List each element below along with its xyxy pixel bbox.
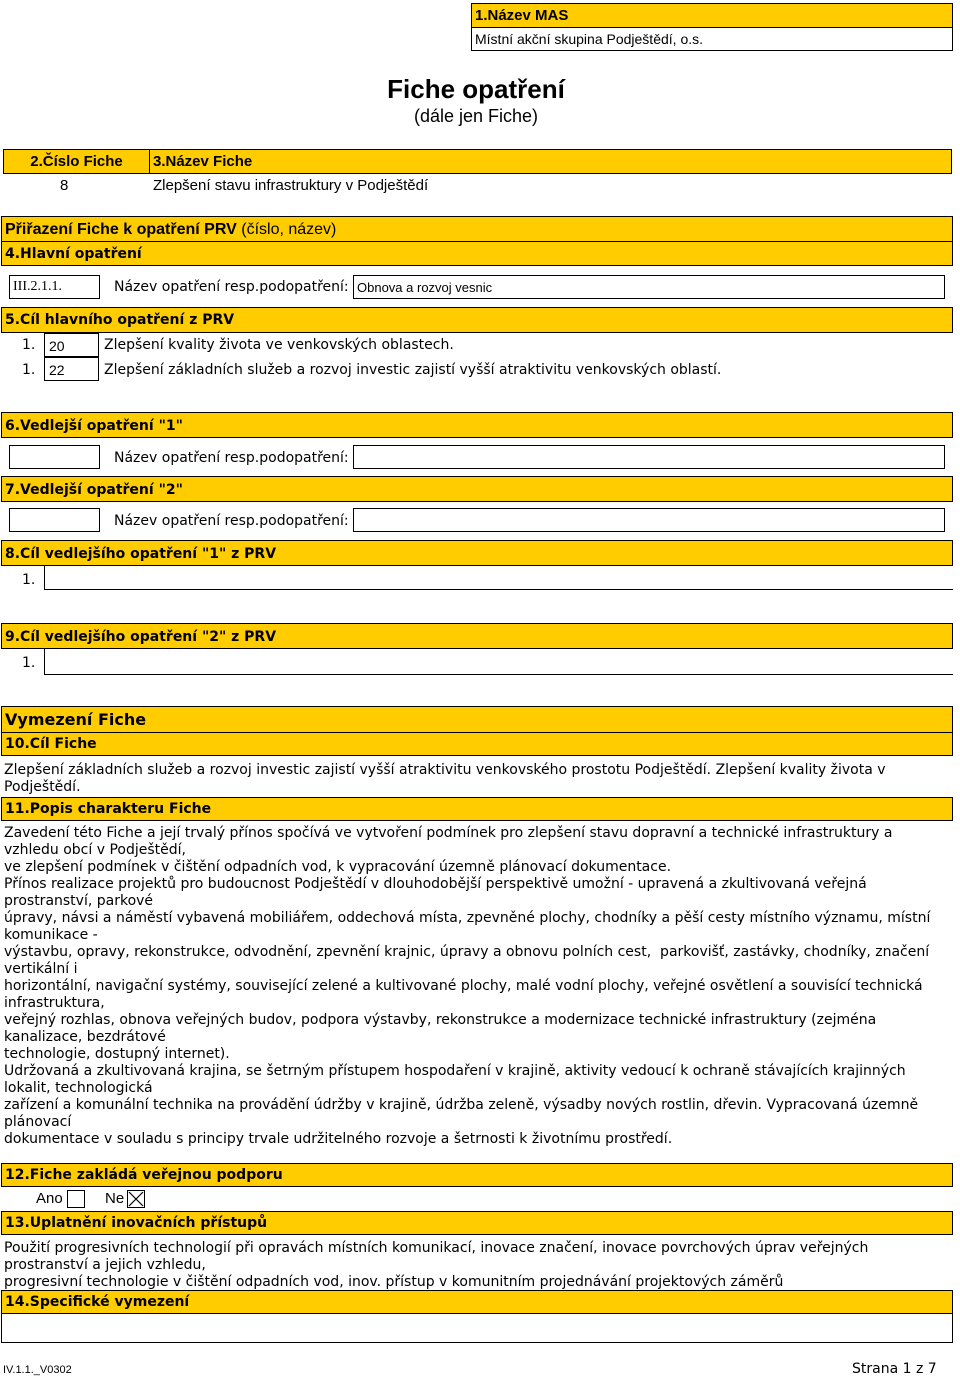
innovation-text xyxy=(4,1240,952,1291)
innovation-text-line: prostranství a jejich vzhledu, xyxy=(4,1257,206,1273)
character-text-line: horizontální, navigační systémy, související zelené a kultivované plochy, malé vodní plochy, veřejné osvětlení a souvisící technická xyxy=(4,978,923,994)
character-text-line: vzhledu obcí v Podještědí, xyxy=(4,842,186,858)
character-text-line: technologie, dostupný internet). xyxy=(4,1046,230,1062)
main-goal-item-1-num: 1. xyxy=(22,337,36,353)
mas-name-field: Místní akční skupina Podještědí, o.s. xyxy=(471,27,953,51)
main-goal-item-2-code: 22 xyxy=(44,357,99,381)
main-goal-item-1-code: 20 xyxy=(44,333,99,357)
character-text-line: Přínos realizace projektů pro budoucnost Podještědí v dlouhodobější perspektivě umožní - upravená a zkultivovaná veřejná xyxy=(4,876,867,892)
character-text-line: vertikální i xyxy=(4,961,78,977)
footer-page-number: Strana 1 z 7 xyxy=(852,1361,937,1377)
specific-text-field xyxy=(1,1313,953,1343)
definition-title: Vymezení Fiche xyxy=(1,706,953,733)
goal-text xyxy=(4,762,952,796)
innovation-label: 13.Uplatnění inovačních přístupů xyxy=(1,1211,953,1235)
character-text-line: komunikace - xyxy=(4,927,98,943)
side-measure-2-code-field xyxy=(9,508,100,532)
side-goal-1-code-field xyxy=(44,566,953,590)
mas-label: 1.Název MAS xyxy=(471,3,953,28)
main-goal-item-2-num: 1. xyxy=(22,362,36,378)
assignment-title: Přiřazení Fiche k opatření PRV xyxy=(5,221,237,238)
page-subtitle: (dále jen Fiche) xyxy=(413,106,539,126)
public-support-no-label: Ne xyxy=(105,1190,125,1207)
main-measure-label: 4.Hlavní opatření xyxy=(1,241,953,266)
fiche-number-value: 8 xyxy=(60,177,69,194)
character-text-line: Zavedení této Fiche a její trvalý přínos spočívá ve vytvoření podmínek pro zlepšení stavu dopravní a technické infrastruktury a xyxy=(4,825,893,841)
character-text-line: ve zlepšení podmínek v čištění odpadních vod, k vypracování územně plánovací dokumentace. xyxy=(4,859,672,875)
main-measure-name-field: Obnova a rozvoj vesnic xyxy=(353,275,945,299)
character-text-line: výstavbu, opravy, rekonstrukce, odvodnění, zpevnění krajnic, úpravy a obnovu polních cest, parkovišť, zastávky, chodníky, značení xyxy=(4,944,930,960)
character-text-line: veřejný rozhlas, obnova veřejných budov, podpora výstavby, rekonstrukce a modernizace technické infrastruktury (zejména xyxy=(4,1012,877,1028)
main-goal-item-1-text: Zlepšení kvality života ve venkovských oblastech. xyxy=(104,337,454,353)
innovation-text-line: progresivní technologie v čištění odpadních vod, inov. přístup v komunitním projednávání projektových záměrů xyxy=(4,1274,784,1290)
side-goal-1-num: 1. xyxy=(22,572,36,588)
fiche-number-label: 2.Číslo Fiche xyxy=(3,149,150,174)
main-goal-label: 5.Cíl hlavního opatření z PRV xyxy=(1,307,953,333)
specific-label: 14.Specifické vymezení xyxy=(1,1290,953,1314)
character-text-line: prostranství, parkové xyxy=(4,893,154,909)
main-goal-item-2-text: Zlepšení základních služeb a rozvoj investic zajistí vyšší atraktivitu venkovských oblastí. xyxy=(104,362,722,378)
fiche-name-label: 3.Název Fiche xyxy=(149,149,952,174)
page-title: Fiche opatření xyxy=(387,74,565,104)
checkbox-cross-icon xyxy=(128,1191,144,1207)
public-support-label: 12.Fiche zakládá veřejnou podporu xyxy=(1,1163,953,1187)
character-text xyxy=(4,825,952,1148)
side-measure-1-name-field xyxy=(353,445,945,469)
assignment-title-suffix: (číslo, název) xyxy=(241,221,337,238)
main-measure-code: III.2.1.1. xyxy=(9,275,100,299)
character-text-line: lokalit, technologická xyxy=(4,1080,153,1096)
goal-label: 10.Cíl Fiche xyxy=(1,732,953,756)
side-goal-2-code-field xyxy=(44,649,953,675)
side-measure-2-name-field xyxy=(353,508,945,532)
side-goal-2-num: 1. xyxy=(22,655,36,671)
character-text-line: plánovací xyxy=(4,1114,72,1130)
public-support-yes-checkbox[interactable] xyxy=(67,1190,85,1208)
character-text-line: kanalizace, bezdrátové xyxy=(4,1029,166,1045)
main-measure-name-label: Název opatření resp.podopatření: xyxy=(114,279,349,295)
footer-doc-code: IV.1.1._V0302 xyxy=(3,1364,72,1376)
public-support-yes-label: Ano xyxy=(36,1190,63,1207)
public-support-no-checkbox[interactable] xyxy=(127,1190,145,1208)
character-text-line: dokumentace v souladu s principy trvale udržitelného rozvoje a šetrnosti k životnímu prostředí. xyxy=(4,1131,673,1147)
character-text-line: Udržovaná a zkultivovaná krajina, se šetrným přístupem hospodaření v krajině, aktivity vedoucí k ochraně stávajících krajinných xyxy=(4,1063,906,1079)
side-measure-2-name-label: Název opatření resp.podopatření: xyxy=(114,513,349,529)
side-goal-1-label: 8.Cíl vedlejšího opatření "1" z PRV xyxy=(1,540,953,566)
innovation-text-line: Použití progresivních technologií při opravách místních komunikací, inovace značení, inovace povrchových úprav veřejných xyxy=(4,1240,869,1256)
fiche-name-value: Zlepšení stavu infrastruktury v Podještědí xyxy=(153,177,429,194)
character-text-line: infrastruktura, xyxy=(4,995,105,1011)
assignment-header xyxy=(1,216,953,242)
goal-text-line: Zlepšení základních služeb a rozvoj investic zajistí vyšší atraktivitu venkovského prostotu Podještědí. Zlepšení kvality života v xyxy=(4,762,886,778)
side-measure-2-label: 7.Vedlejší opatření "2" xyxy=(1,476,953,502)
character-text-line: zařízení a komunální technika na provádění údržby v krajině, údržba zeleně, výsadby nových rostlin, dřevin. Vypracovaná územně xyxy=(4,1097,919,1113)
side-goal-2-label: 9.Cíl vedlejšího opatření "2" z PRV xyxy=(1,623,953,649)
character-text-line: úpravy, návsi a náměstí vybavená mobiliářem, oddechová místa, zpevněné plochy, chodníky a pěší cesty místního významu, místní xyxy=(4,910,931,926)
character-label: 11.Popis charakteru Fiche xyxy=(1,797,953,821)
side-measure-1-code-field xyxy=(9,445,100,469)
side-measure-1-name-label: Název opatření resp.podopatření: xyxy=(114,450,349,466)
goal-text-line: Podještědí. xyxy=(4,779,81,795)
side-measure-1-label: 6.Vedlejší opatření "1" xyxy=(1,412,953,438)
